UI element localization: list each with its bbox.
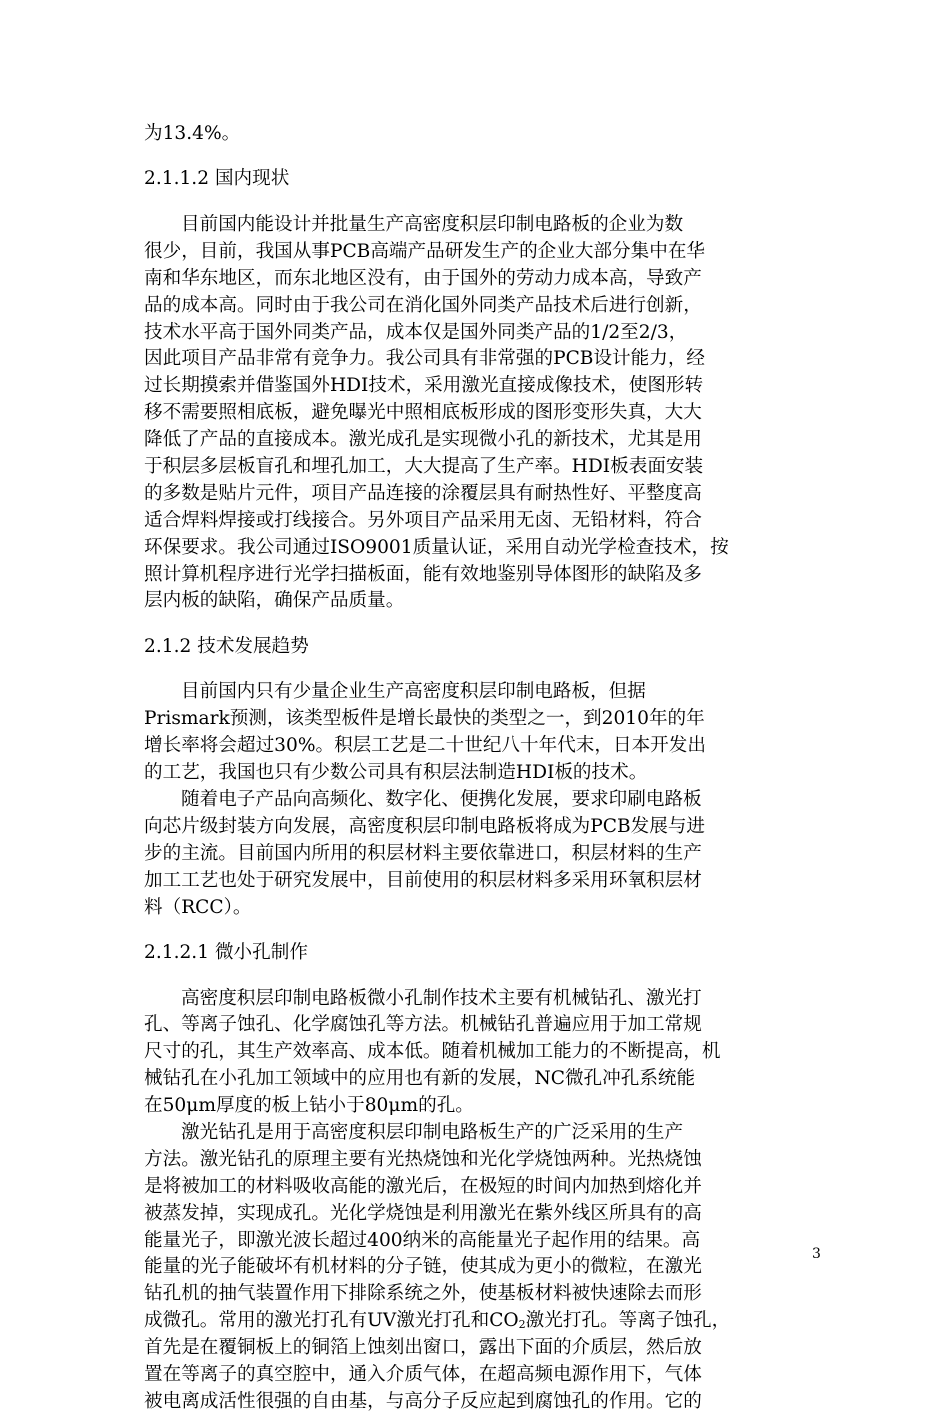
text-line: 高密度积层印制电路板微小孔制作技术主要有机械钻孔、激光打 — [181, 987, 702, 1009]
text-line: 目前国内能设计并批量生产高密度积层印制电路板的企业为数 — [181, 213, 684, 235]
subscript: 2 — [518, 1318, 526, 1332]
text-line: 的多数是贴片元件，项目产品连接的涂覆层具有耐热性好、平整度高 — [144, 482, 702, 504]
text-line: 随着电子产品向高频化、数字化、便携化发展，要求印刷电路板 — [181, 788, 702, 810]
text-line: 料（RCC）。 — [144, 896, 252, 918]
text-line: 尺寸的孔，其生产效率高、成本低。随着机械加工能力的不断提高，机 — [144, 1041, 721, 1063]
section-heading-2-1-2: 2.1.2 技术发展趋势 — [144, 635, 309, 657]
page-number: 3 — [812, 1246, 821, 1262]
text-line: 品的成本高。同时由于我公司在消化国外同类产品技术后进行创新， — [144, 294, 702, 316]
text-line: 照计算机程序进行光学扫描板面，能有效地鉴别导体图形的缺陷及多 — [144, 563, 702, 585]
text-line: 层内板的缺陷，确保产品质量。 — [144, 590, 405, 612]
text-line-with-co2 — [144, 1308, 809, 1335]
text-line: 过长期摸索并借鉴国外HDI技术，采用激光直接成像技术，使图形转 — [144, 375, 704, 397]
text-line: 首先是在覆铜板上的铜箔上蚀刻出窗口，露出下面的介质层，然后放 — [144, 1337, 702, 1359]
text-line: 被电离成活性很强的自由基，与高分子反应起到腐蚀孔的作用。它的 — [144, 1390, 702, 1412]
text-line: 因此项目产品非常有竞争力。我公司具有非常强的PCB设计能力，经 — [144, 348, 706, 370]
text-line: 目前国内只有少量企业生产高密度积层印制电路板，但据 — [181, 681, 646, 703]
text-line: 孔、等离子蚀孔、化学腐蚀孔等方法。机械钻孔普遍应用于加工常规 — [144, 1014, 702, 1036]
text-line: 能量光子，即激光波长超过400纳米的高能量光子起作用的结果。高 — [144, 1229, 701, 1251]
text-line: 很少，目前，我国从事PCB高端产品研发生产的企业大部分集中在华 — [144, 240, 706, 262]
text-line: 加工工艺也处于研究发展中，目前使用的积层材料多采用环氧积层材 — [144, 869, 702, 891]
text-line: 增长率将会超过30%。积层工艺是二十世纪八十年代末，日本开发出 — [144, 735, 706, 757]
text-line: 钻孔机的抽气装置作用下排除系统之外，使基板材料被快速除去而形 — [144, 1283, 702, 1305]
text-line: 方法。激光钻孔的原理主要有光热烧蚀和光化学烧蚀两种。光热烧蚀 — [144, 1148, 702, 1170]
text-line: 能量的光子能破坏有机材料的分子链，使其成为更小的微粒，在激光 — [144, 1256, 702, 1278]
text-segment: 激光打孔。等离子蚀孔， — [525, 1310, 731, 1332]
text-line: 南和华东地区，而东北地区没有，由于国外的劳动力成本高，导致产 — [144, 267, 702, 289]
text-line: 激光钻孔是用于高密度积层印制电路板生产的广泛采用的生产 — [181, 1121, 684, 1143]
text-line: 械钻孔在小孔加工领域中的应用也有新的发展，NC微孔冲孔系统能 — [144, 1068, 696, 1090]
document-body — [144, 121, 809, 1416]
text-line: 被蒸发掉，实现成孔。光化学烧蚀是利用激光在紫外线区所具有的高 — [144, 1202, 702, 1224]
text-line: 技术水平高于国外同类产品，成本仅是国外同类产品的1/2至2/3， — [144, 321, 688, 343]
text-segment: 成微孔。常用的激光打孔有UV激光打孔和CO — [144, 1310, 519, 1332]
text-line: 移不需要照相底板，避免曝光中照相底板形成的图形变形失真，大大 — [144, 402, 702, 424]
text-line: 在50μm厚度的板上钻小于80μm的孔。 — [144, 1095, 474, 1117]
text-line: 步的主流。目前国内所用的积层材料主要依靠进口，积层材料的生产 — [144, 842, 702, 864]
text-line: 为13.4%。 — [144, 123, 241, 144]
text-line: 是将被加工的材料吸收高能的激光后，在极短的时间内加热到熔化并 — [144, 1175, 702, 1197]
text-line: 的工艺，我国也只有少数公司具有积层法制造HDI板的技术。 — [144, 762, 648, 784]
text-line: 于积层多层板盲孔和埋孔加工，大大提高了生产率。HDI板表面安装 — [144, 455, 704, 477]
text-line: 环保要求。我公司通过ISO9001质量认证，采用自动光学检查技术，按 — [144, 536, 729, 558]
text-line: 置在等离子的真空腔中，通入介质气体，在超高频电源作用下，气体 — [144, 1363, 702, 1385]
text-line: 适合焊料焊接或打线接合。另外项目产品采用无卤、无铅材料，符合 — [144, 509, 702, 531]
text-line: 降低了产品的直接成本。激光成孔是实现微小孔的新技术，尤其是用 — [144, 429, 702, 451]
text-line: 向芯片级封装方向发展，高密度积层印制电路板将成为PCB发展与进 — [144, 815, 706, 837]
section-heading-2-1-1-2: 2.1.1.2 国内现状 — [144, 168, 290, 190]
section-heading-2-1-2-1: 2.1.2.1 微小孔制作 — [144, 942, 308, 964]
text-line: Prismark预测，该类型板件是增长最快的类型之一，到2010年的年 — [144, 708, 705, 730]
